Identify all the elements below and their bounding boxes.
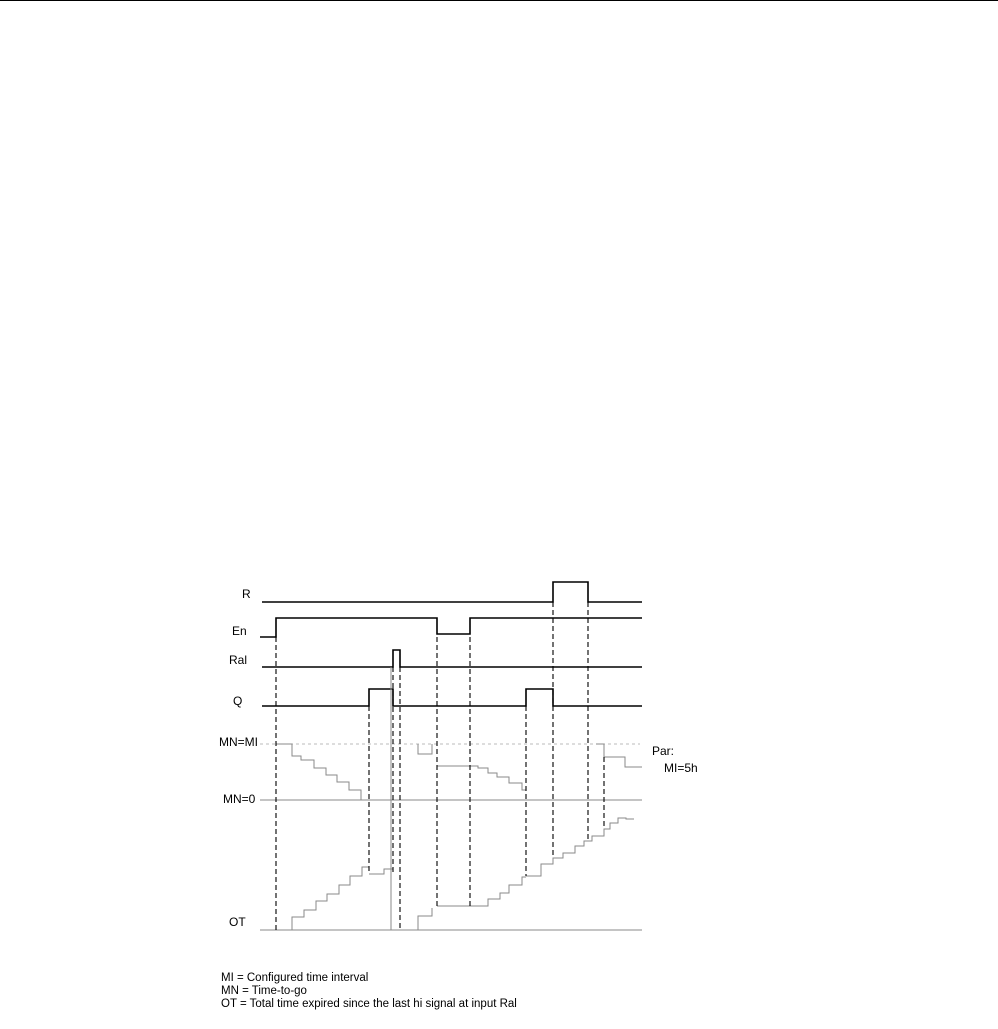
- ot-staircase-3: [418, 908, 432, 930]
- label-mn-mi: MN=MI: [219, 735, 258, 749]
- signal-q-waveform: [262, 689, 642, 706]
- mn-staircase-4: [596, 744, 642, 767]
- label-q: Q: [233, 694, 243, 708]
- ot-staircase-1: [276, 867, 369, 930]
- ot-staircase-2: [369, 869, 393, 874]
- legend-mn: MN = Time-to-go: [221, 985, 307, 997]
- label-en: En: [232, 624, 247, 638]
- parameter-title: Par:: [652, 744, 675, 758]
- mn-staircase-1: [276, 744, 369, 800]
- legend-ot: OT = Total time expired since the last hi signal at input Ral: [221, 998, 517, 1010]
- legend: [221, 972, 517, 1011]
- signal-ral-waveform: [262, 650, 642, 667]
- signal-r-waveform: [262, 582, 642, 602]
- label-ot: OT: [229, 915, 246, 929]
- signal-en-waveform: [260, 618, 642, 637]
- label-r: R: [242, 587, 251, 601]
- ot-staircase-5: [526, 818, 634, 876]
- ot-staircase-4: [437, 877, 526, 906]
- mn-staircase-2: [418, 744, 432, 754]
- legend-mi: MI = Configured time interval: [221, 972, 369, 984]
- mn-staircase-3: [437, 766, 526, 790]
- label-ral: Ral: [229, 653, 248, 667]
- label-mn-0: MN=0: [223, 792, 256, 806]
- parameter-value: MI=5h: [664, 761, 698, 775]
